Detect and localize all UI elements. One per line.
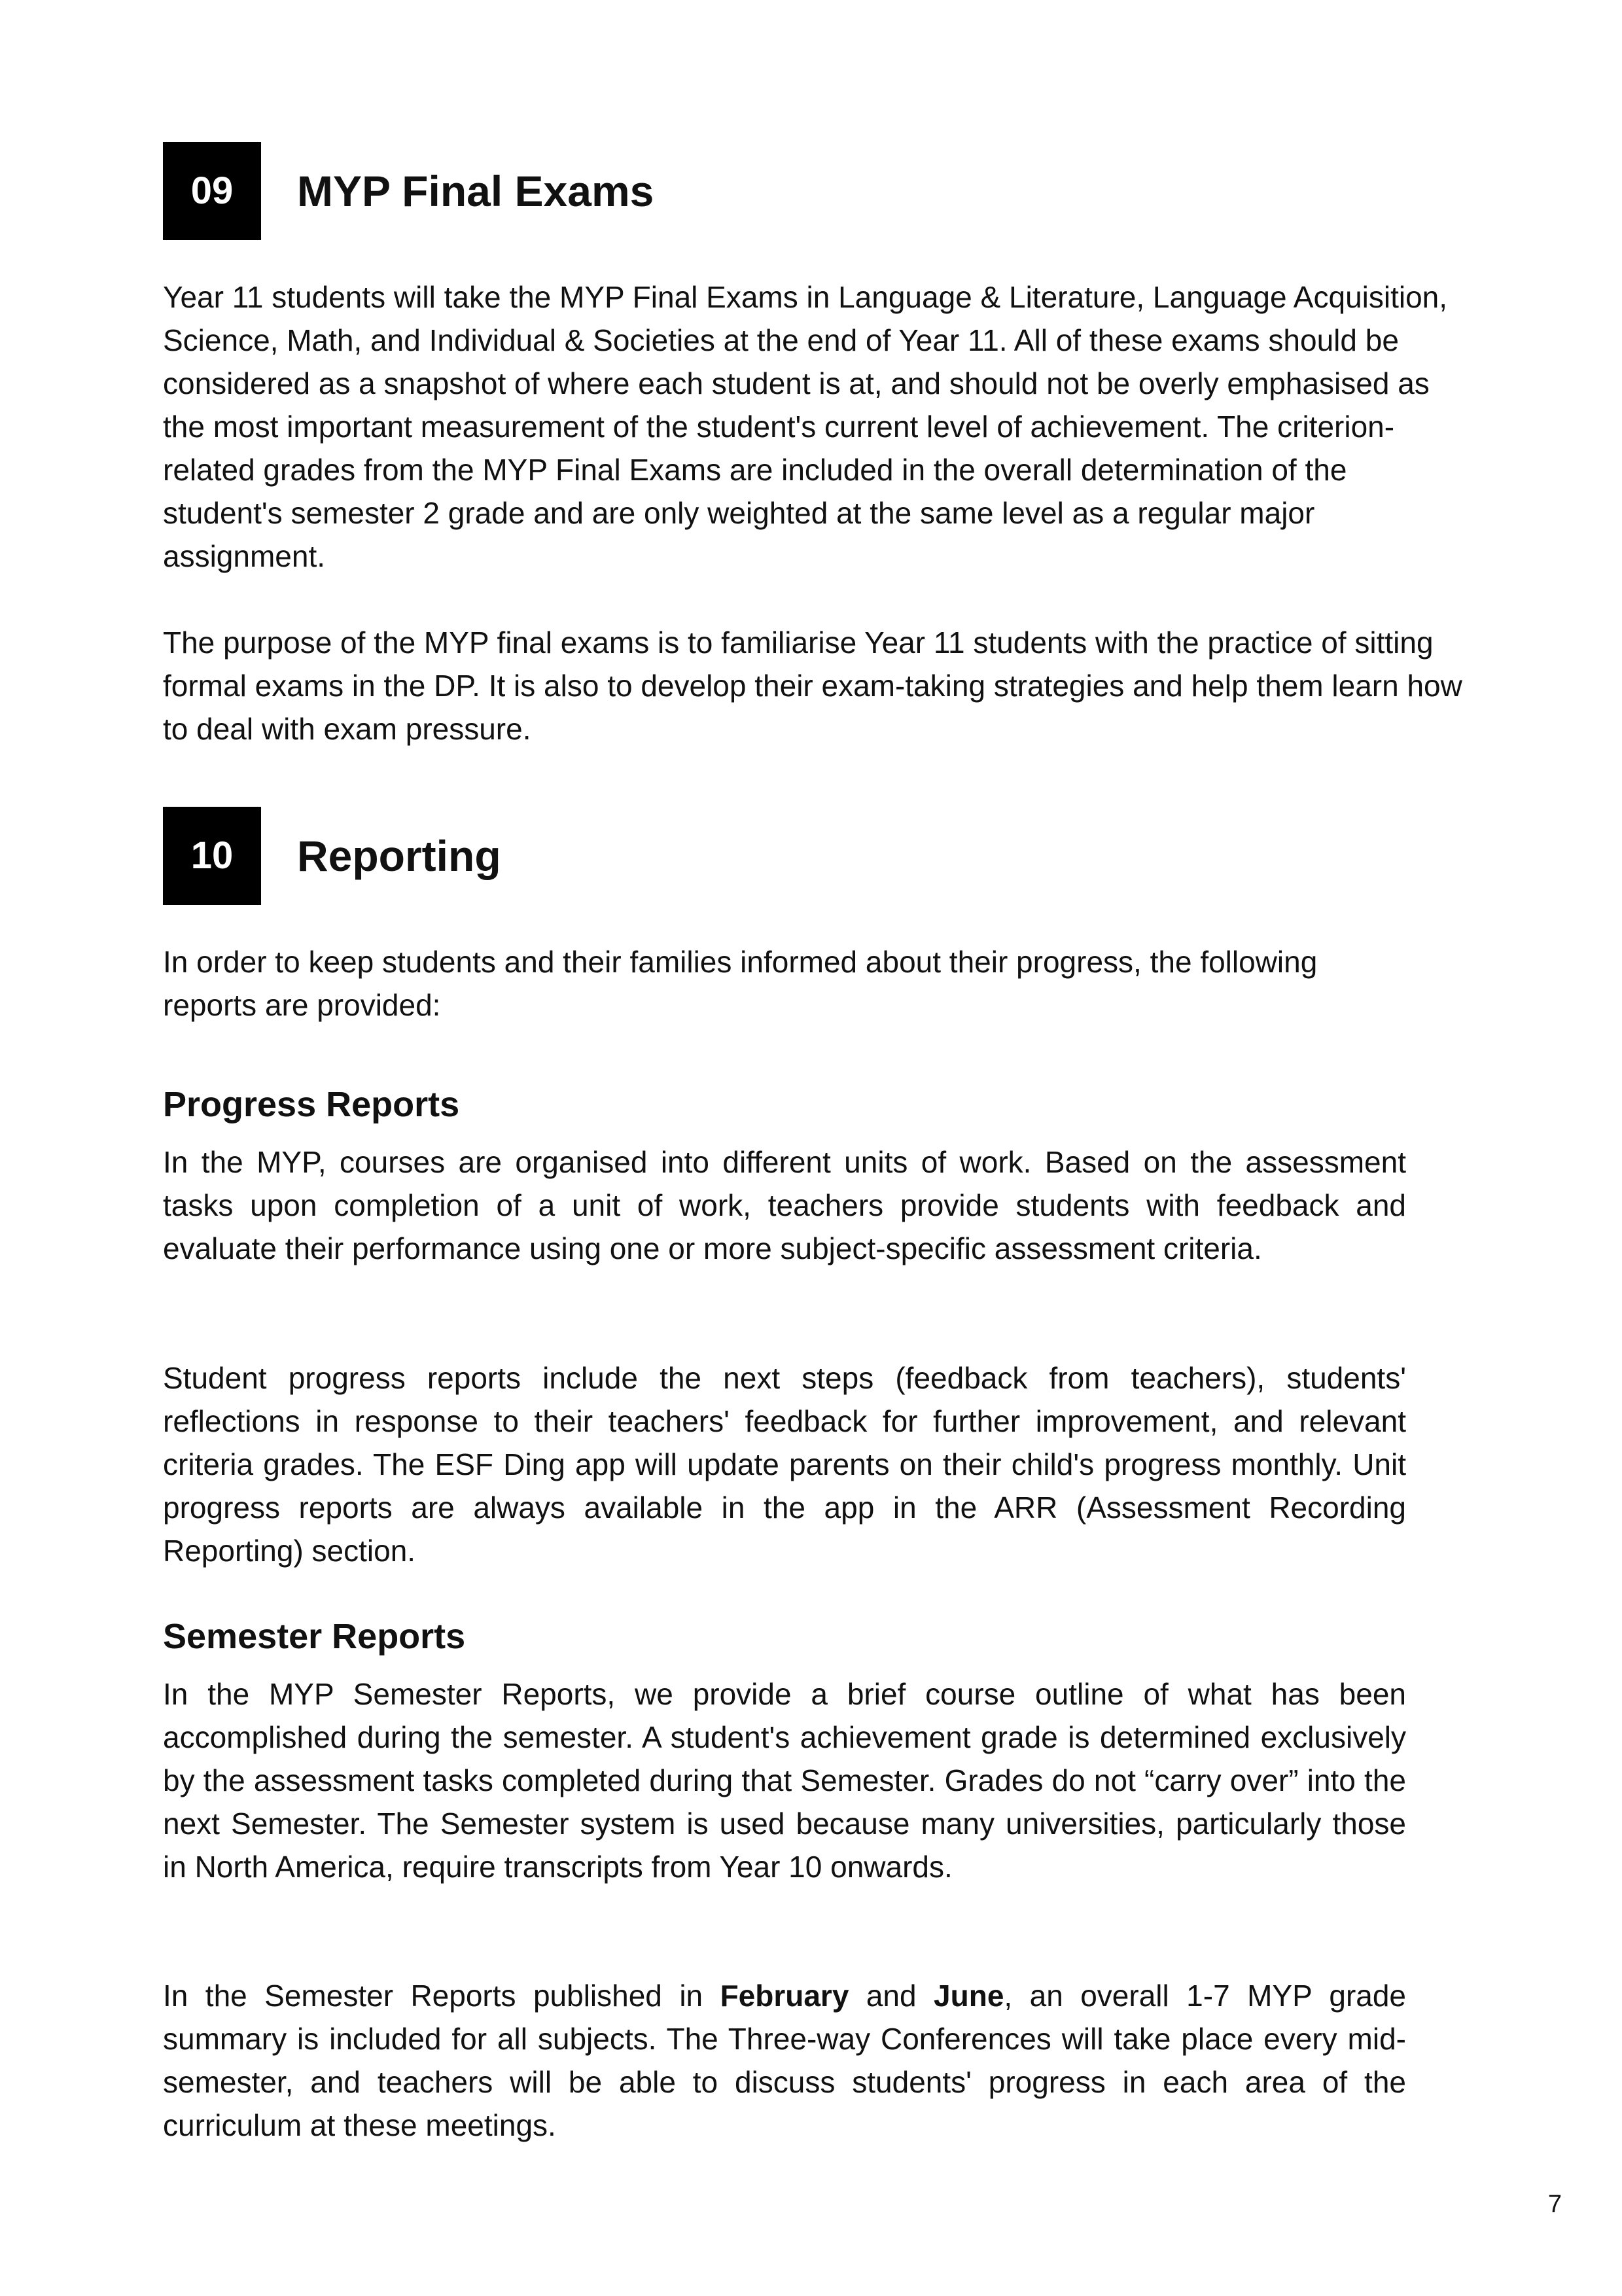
section-number-badge: 10 — [163, 807, 261, 905]
section-number-badge: 09 — [163, 142, 261, 240]
section-title: Reporting — [297, 832, 501, 880]
section-heading-reporting — [163, 807, 501, 905]
semester-paragraph-1: In the MYP Semester Reports, we provide a brief course outline of what has been accomplished during the semester. A student's achievement grade is determined exclusively by the assessment tasks completed during that Semester. Grades do not “carry over” into the next Semester. The Semester system is used because many universities, particularly those in North America, require transcripts from Year 10 onwards. — [163, 1677, 1406, 1884]
subsection-title-semester-reports: Semester Reports — [163, 1617, 466, 1656]
exams-paragraph-1: Year 11 students will take the MYP Final Exams in Language & Literature, Language Acquisition, Science, Math, and Individual & Societies at the end of Year 11. All of these exams should be considered as a snapshot of where each student is at, and should not be overly emphasised as the most important measurement of the student's current level of achievement. The criterion-related grades from the MYP Final Exams are included in the overall determination of the student's semester 2 grade and are only weighted at the same level as a regular major assignment. — [163, 280, 1448, 573]
reporting-intro: In order to keep students and their families informed about their progress, the following reports are provided: — [163, 945, 1318, 1022]
exams-paragraph-2: The purpose of the MYP final exams is to familiarise Year 11 students with the practice of sitting formal exams in the DP. It is also to develop their exam-taking strategies and help them learn how to deal with exam pressure. — [163, 626, 1462, 746]
progress-paragraph-1: In the MYP, courses are organised into different units of work. Based on the assessment tasks upon completion of a unit of work, teachers provide students with feedback and evaluate their performance using one or more subject-specific assessment criteria. — [163, 1145, 1406, 1265]
page-number: 7 — [1547, 2191, 1562, 2218]
bold-june: June — [934, 1979, 1004, 2013]
subsection-title-progress-reports: Progress Reports — [163, 1085, 460, 1124]
progress-paragraph-2: Student progress reports include the next steps (feedback from teachers), students' reflections in response to their teachers' feedback for further improvement, and relevant criteria grades. The ESF Ding app will update parents on their child's progress monthly. Unit progress reports are always available in the app in the ARR (Assessment Recording Reporting) section. — [163, 1361, 1406, 1568]
semester-paragraph-2: In the Semester Reports published in February and June, an overall 1-7 MYP grade summary is included for all subjects. The Three-way Conferences will take place every mid-semester, and teachers will be able to discuss students' progress in each area of the curriculum at these meetings. — [163, 1979, 1407, 2142]
section-heading-myp-final-exams — [163, 142, 654, 240]
bold-february: February — [720, 1979, 849, 2013]
section-title: MYP Final Exams — [297, 167, 654, 215]
